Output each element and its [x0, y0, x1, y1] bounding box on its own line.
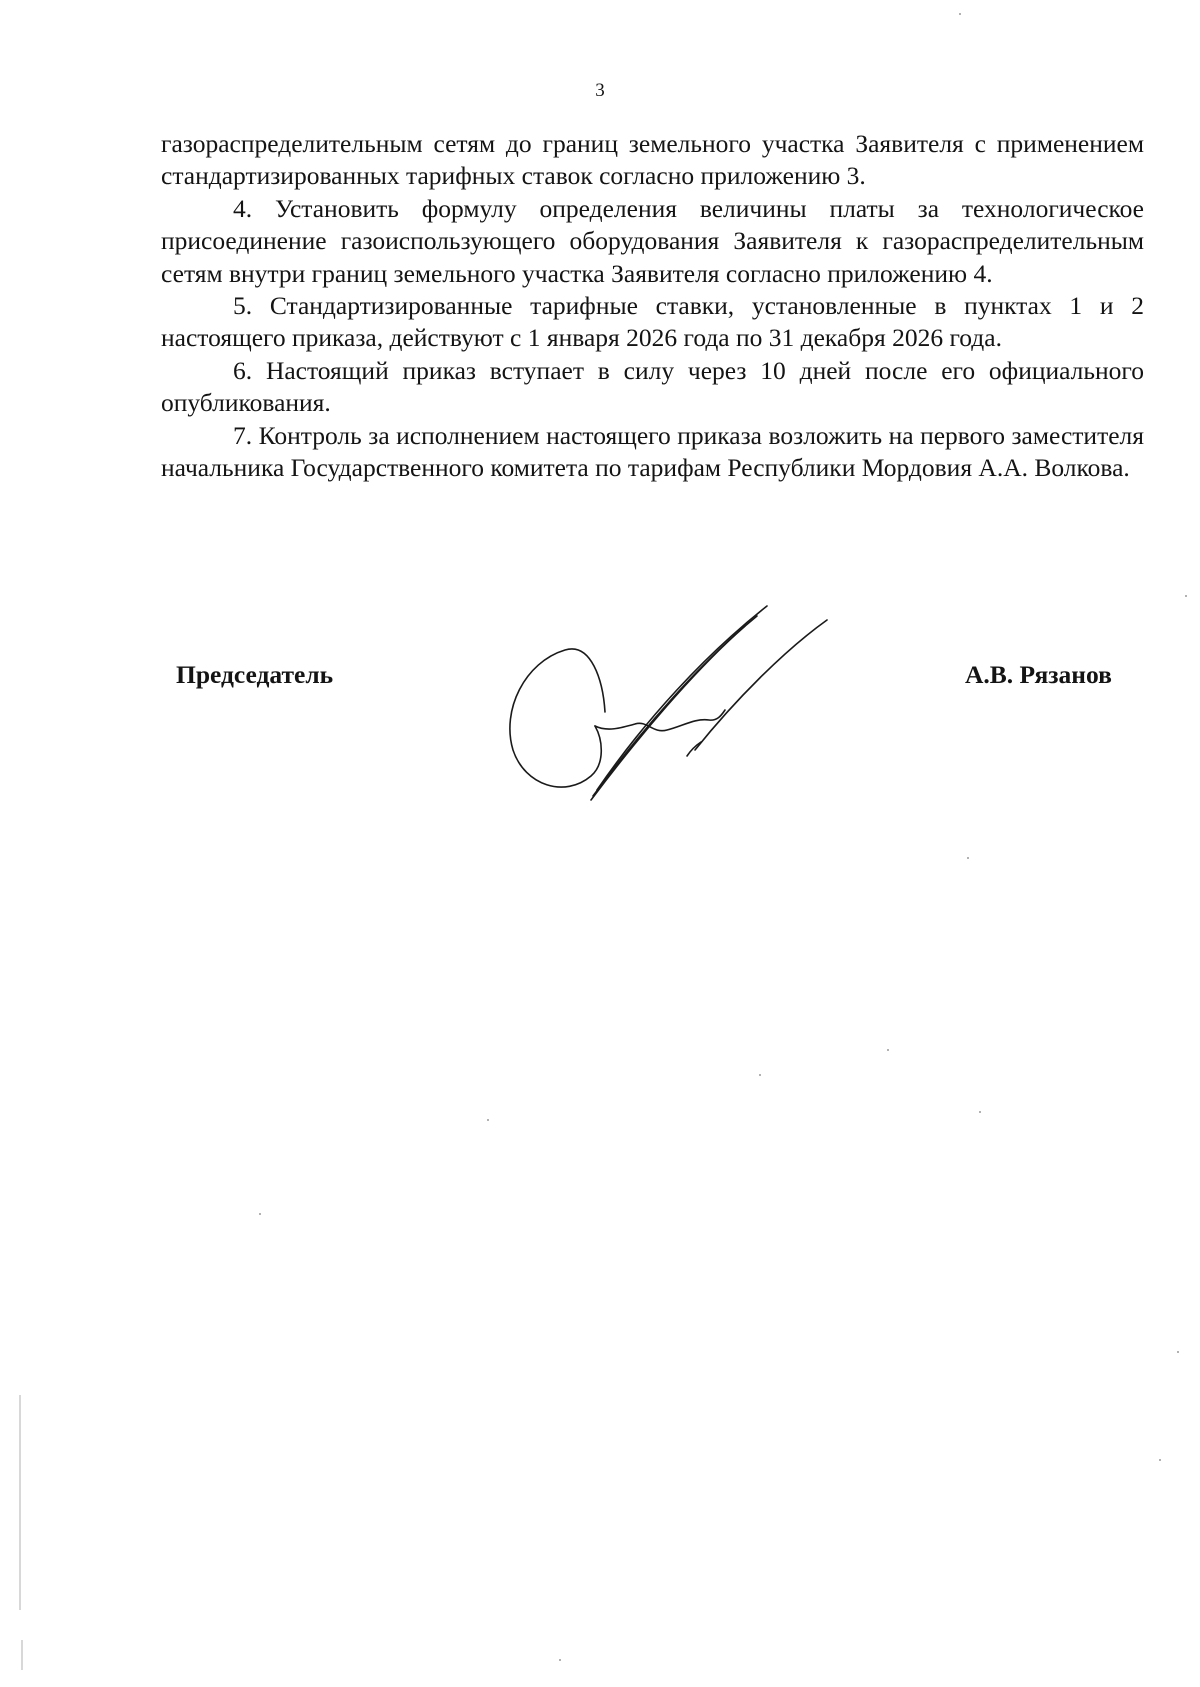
paragraph-item-5: 5. Стандартизированные тарифные ставки, установленные в пунктах 1 и 2 настоящего приказа, действуют с 1 января 2026 года по 31 декабря 2026 года.: [161, 291, 1144, 353]
paragraph-continuation: газораспределительным сетям до границ земельного участка Заявителя с применением стандартизированных тарифных ставок согласно приложению 3.: [161, 129, 1144, 191]
page-number: 3: [595, 80, 605, 101]
handwritten-signature: [495, 600, 855, 820]
paragraph-item-6: 6. Настоящий приказ вступает в силу через 10 дней после его официального опубликования.: [161, 355, 1144, 418]
signatory-name: А.В. Рязанов: [965, 660, 1112, 689]
signatory-role: Председатель: [176, 660, 334, 689]
paragraph-item-7: 7. Контроль за исполнением настоящего приказа возложить на первого заместителя начальника Государственного комитета по тарифам Республики Мордовия А.А. Волкова.: [161, 420, 1144, 483]
document-body: [161, 128, 1144, 484]
paragraph-item-4: 4. Установить формулу определения величины платы за технологическое присоединение газоиспользующего оборудования Заявителя к газораспределительным сетям внутри границ земельного участка Заявителя согласно приложению 4.: [161, 193, 1144, 288]
